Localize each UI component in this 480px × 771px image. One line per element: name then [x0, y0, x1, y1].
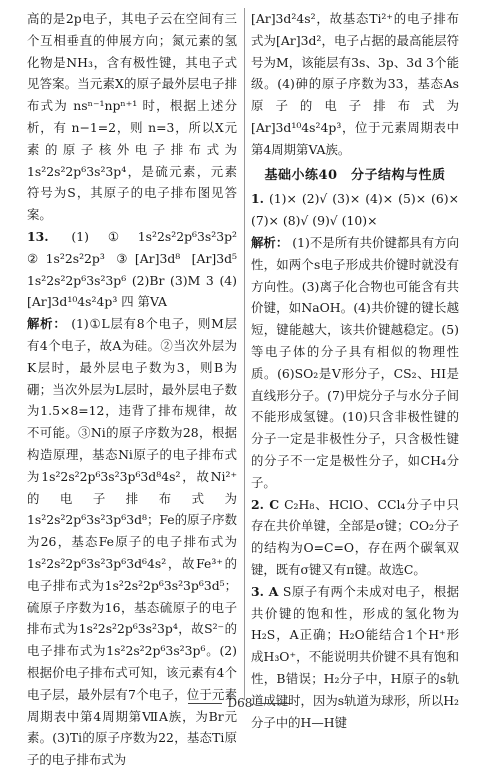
- analysis-label: 解析：: [27, 316, 67, 332]
- page-footer: [0, 696, 480, 710]
- question-13-label: 13.: [27, 228, 49, 244]
- question-13-answer: (1)①1s²2s²2p⁶3s²3p² ②1s²2s²2p³ ③[Ar]3d⁸ [Ar]3d⁵ 1s²2s²2p⁶3s²3p⁶ (2)Br (3)M 3 (4)[Ar]3d¹⁰4s²4p³ 四 第VA: [27, 228, 237, 310]
- right-column: [251, 8, 459, 733]
- left-column: [27, 8, 237, 771]
- page-number: D68: [227, 696, 253, 710]
- right-paragraph-1: [Ar]3d²4s²，故基态Ti²⁺的电子排布式为[Ar]3d²，电子占据的最高能层符号为M，该能层有3s、3p、3d 3个能级。(4)砷的原子序数为33，基态As原子的电子排布式为[Ar]3d¹⁰4s²4p³，位于元素周期表中第4周期第VA族。: [251, 11, 459, 157]
- section-title: 基础小练40 分子结构与性质: [264, 167, 446, 183]
- column-divider: [244, 8, 245, 700]
- question-1-label: 1.: [251, 191, 264, 207]
- question-1-answer: (1)× (2)√ (3)× (4)× (5)× (6)× (7)× (8)√ (9)√ (10)×: [251, 191, 459, 229]
- question-1: [251, 188, 459, 232]
- left-analysis-text: (1)①L层有8个电子，则M层有4个电子，故A为硅。②当次外层为K层时，最外层电子数为3，则B为硼；当次外层为L层时，最外层电子数为1.5×8=12，违背了排布规律，故不可能。③Ni的原子序数为28，根据构造原理，基态Ni原子的电子排布式为1s²2s²2p⁶3s²3p⁶3d⁸4s²，故Ni²⁺的电子排布式为1s²2s²2p⁶3s²3p⁶3d⁸；Fe的原子序数为26，基态Fe原子的电子排布式为1s²2s²2p⁶3s²3p⁶3d⁶4s²，故Fe³⁺的电子排布式为1s²2s²2p⁶3s²3p⁶3d⁵；硫原子序数为16，基态硫原子的电子排布式为1s²2s²2p⁶3s²3p⁴，故S²⁻的电子排布式为1s²2s²2p⁶3s²3p⁶。(2)根据价电子排布式可知，该元素有4个电子层，最外层有7个电子，位于元素周期表中第4周期第ⅦA族，为Br元素。(3)Ti的原子序数为22，基态Ti原子的电子排布式为: [27, 316, 237, 768]
- question-3-label: 3. A: [251, 583, 279, 599]
- question-2: [251, 494, 459, 581]
- footer-dash-right: [258, 703, 292, 704]
- right-analysis: [251, 232, 459, 494]
- footer-dash-left: [188, 703, 222, 704]
- question-3: [251, 581, 459, 734]
- question-2-text: C₂H₈、HClO、CCl₄分子中只存在共价单键，全部是σ键；CO₂分子的结构为O=C=O，存在两个碳氧双键，既有σ键又有π键。故选C。: [251, 496, 459, 577]
- question-3-text: S原子有两个未成对电子，根据共价键的饱和性，形成的氢化物为H₂S，A正确；H₂O能结合1个H⁺形成H₃O⁺，不能说明共价键不具有饱和性，B错误；H₂分子中，H原子的s轨道成键时，因为s轨道为球形，所以H₂分子中的H—H键: [251, 583, 459, 730]
- question-13: [27, 226, 237, 313]
- question-2-label: 2. C: [251, 496, 280, 512]
- right-analysis-text: (1)不是所有共价键都具有方向性，如两个s电子形成共价键时就没有方向性。(3)离子化合物也可能含有共价键，如NaOH。(4)共价键的键长越短，键能越大，该共价键越稳定。(5)等电子体的分子具有相似的物理性质。(6)SO₂是V形分子，CS₂、HI是直线形分子。(7)甲烷分子与水分子间不能形成氢键。(10)只含非极性键的分子一定是非极性分子，只含极性键的分子不一定是极性分子，如CH₄分子。: [251, 234, 459, 490]
- analysis-label: 解析：: [251, 234, 289, 250]
- left-paragraph-1: 高的是2p电子，其电子云在空间有三个互相垂直的伸展方向；氮元素的氢化物是NH₃，含有极性键，其电子式见答案。当元素X的原子最外层电子排布式为 nsⁿ⁻¹npⁿ⁺¹ 时，根据上述分析，有 n−1=2，则 n=3，所以X元素的原子核外电子排布式为 1s²2s²2p⁶3s²3p⁴，是硫元素，元素符号为S，其原子的电子排布图见答案。: [27, 11, 237, 223]
